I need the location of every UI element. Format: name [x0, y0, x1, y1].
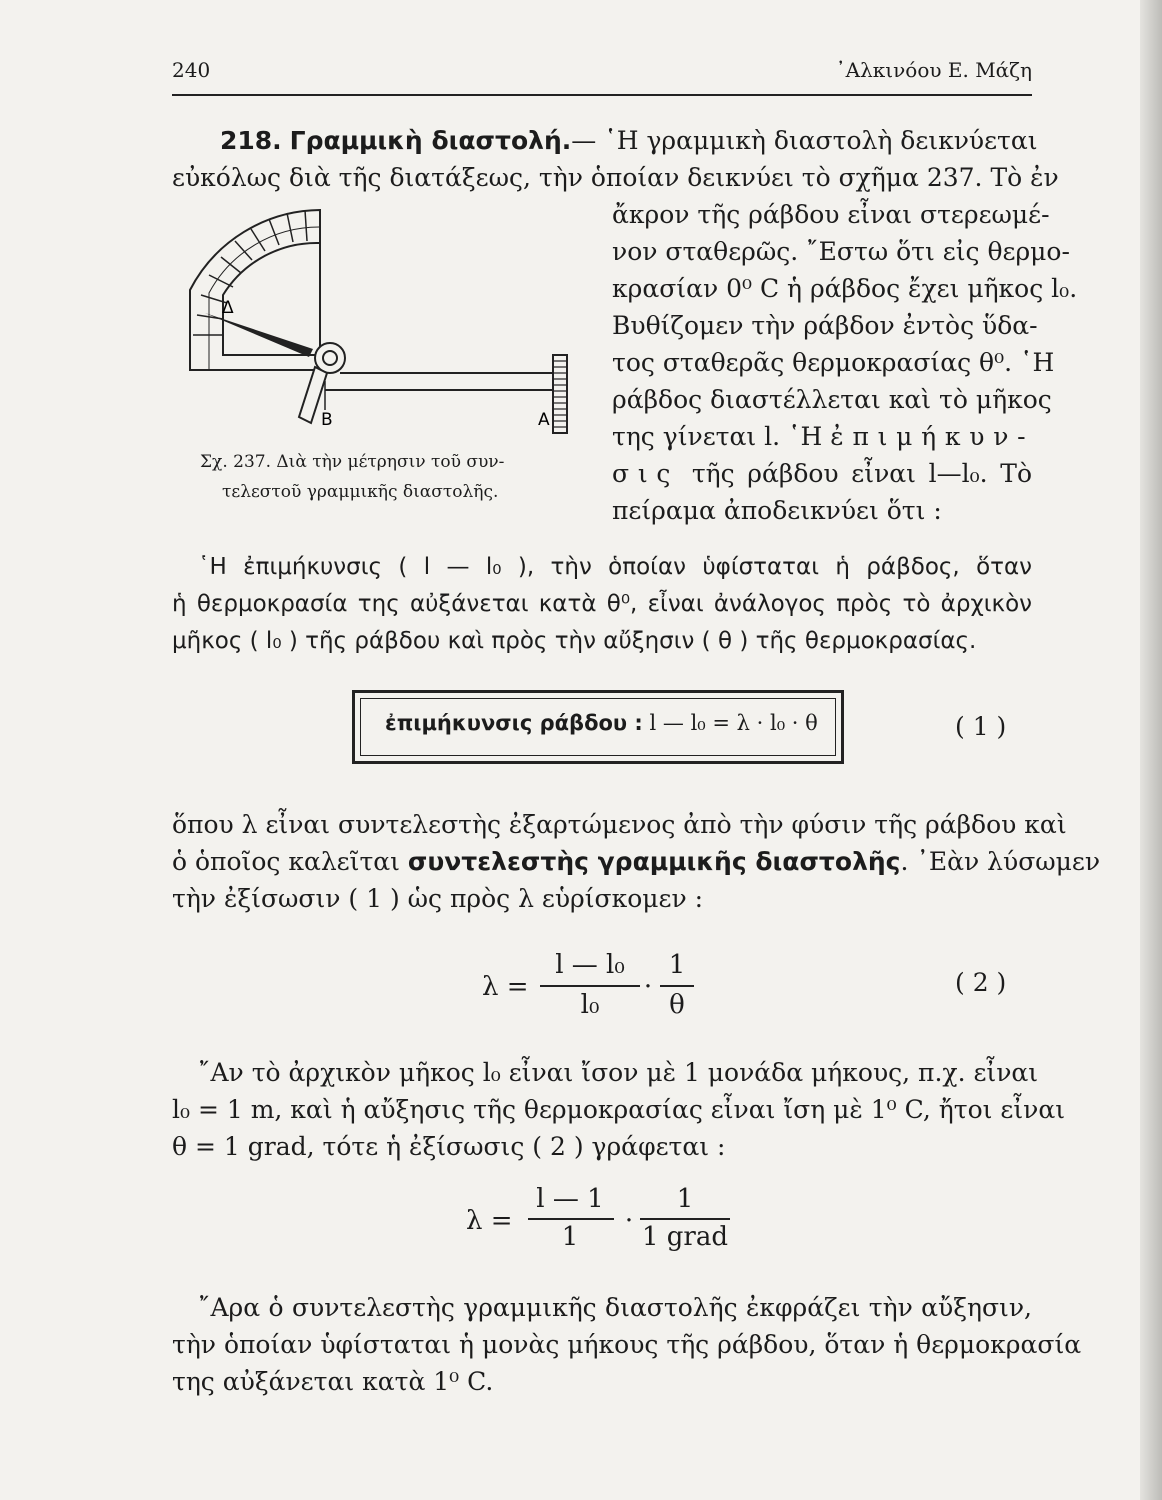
section-intro-text: ῾Η γραμμικὴ διαστολὴ δεικνύεται: [604, 126, 1038, 155]
equation-3-denominator-1: 1: [561, 1222, 579, 1252]
para3-line-3: θ = 1 grad, τότε ἡ ἐξίσωσις ( 2 ) γράφεται :: [172, 1132, 726, 1161]
para2-line-2: [172, 847, 1101, 877]
right-col-line-5: τος σταθερᾶς θερμοκρασίας θ⁰. ῾Η: [612, 348, 1055, 377]
right-col-line-8-text: τῆς ράβδου εἶναι l—l₀. Τὸ: [691, 459, 1032, 488]
right-col-line-8: [612, 459, 1032, 489]
label-b: Β: [321, 410, 333, 430]
equation-2-dot: ·: [643, 972, 653, 1002]
para4-line-1: ῎Αρα ὁ συντελεστὴς γραμμικῆς διαστολῆς ἐκφράζει τὴν αὔξησιν,: [198, 1293, 1032, 1322]
equation-3-numerator-2: 1: [676, 1184, 694, 1214]
header-rule: [172, 94, 1032, 96]
spaced-term-part-2: σις: [612, 459, 680, 488]
right-col-line-4: Βυθίζομεν τὴν ράβδον ἐντὸς ὕδα-: [612, 311, 1038, 340]
section-number: 218.: [220, 126, 282, 155]
running-header: [172, 58, 1032, 88]
right-col-line-2: νον σταθερῶς. ῎Εστω ὅτι εἰς θερμο-: [612, 237, 1070, 266]
right-col-line-7: [612, 422, 1035, 452]
section-title: Γραμμικὴ διαστολή.: [289, 126, 572, 155]
section-line-2: εὐκόλως διὰ τῆς διατάξεως, τὴν ὁποίαν δεικνύει τὸ σχῆμα 237. Τὸ ἐν: [172, 163, 1059, 192]
equation-2-denominator-1: l₀: [580, 990, 600, 1020]
para1-line-2: ἡ θερμοκρασία της αὐξάνεται κατὰ θ⁰, εἶναι ἀνάλογος πρὸς τὸ ἀρχικὸν: [172, 591, 1032, 617]
spaced-term-part-1: ἐπιμήκυν-: [830, 422, 1035, 451]
equation-3-dot: ·: [624, 1206, 634, 1236]
equation-1: [385, 711, 818, 735]
equation-3-denominator-2: 1 grad: [641, 1222, 729, 1252]
section-dash: —: [571, 126, 597, 155]
figure-caption-line-2: τελεστοῦ γραμμικῆς διαστολῆς.: [222, 482, 499, 502]
clamp-hatching: [553, 361, 567, 427]
para2-line-2-pre: ὁ ὁποῖος καλεῖται: [172, 847, 400, 876]
equation-1-formula: l — l₀ = λ · l₀ · θ: [649, 711, 818, 735]
equation-3-bar-2: [640, 1218, 730, 1220]
right-col-line-7-text: της γίνεται l.: [612, 422, 781, 451]
para4-line-3: της αὐξάνεται κατὰ 1⁰ C.: [172, 1367, 494, 1396]
page-edge: [1140, 0, 1162, 1500]
equation-2-numerator-2: 1: [668, 950, 686, 980]
section-heading-line: [220, 126, 1038, 156]
equation-1-number: ( 1 ): [955, 712, 1007, 741]
right-col-line-9: πείραμα ἀποδεικνύει ὅτι :: [612, 496, 942, 525]
para3-line-1: ῎Αν τὸ ἀρχικὸν μῆκος l₀ εἶναι ἴσον μὲ 1 μονάδα μήκους, π.χ. εἶναι: [198, 1058, 1039, 1087]
equation-2-denominator-2: θ: [669, 990, 685, 1020]
equation-2-bar-2: [660, 985, 694, 987]
equation-3-lhs: λ =: [466, 1206, 513, 1236]
equation-1-box: [352, 690, 844, 764]
figure-caption-line-1: Σχ. 237. Διὰ τὴν μέτρησιν τοῦ συν-: [200, 452, 505, 472]
equation-3-numerator-1: l — 1: [536, 1184, 604, 1214]
right-col-line-3: κρασίαν 0⁰ C ἡ ράβδος ἔχει μῆκος l₀.: [612, 274, 1078, 303]
para2-line-1: ὅπου λ εἶναι συντελεστὴς ἐξαρτώμενος ἀπὸ τὴν φύσιν τῆς ράβδου καὶ: [172, 810, 1067, 839]
equation-2-lhs: λ =: [482, 972, 529, 1002]
page-number: 240: [172, 58, 211, 82]
right-col-line-6: ράβδος διαστέλλεται καὶ τὸ μῆκος: [612, 385, 1052, 414]
equation-3-bar-1: [528, 1218, 614, 1220]
label-a: Α: [538, 410, 550, 430]
para1-line-1: ῾Η ἐπιμήκυνσις ( l — l₀ ), τὴν ὁποίαν ὑφίσταται ἡ ράβδος, ὅταν: [198, 554, 1032, 580]
equation-1-label: ἐπιμήκυνσις ράβδου :: [385, 711, 643, 735]
para2-line-3: τὴν ἐξίσωσιν ( 1 ) ὡς πρὸς λ εὑρίσκομεν :: [172, 884, 704, 913]
label-delta: Δ: [222, 298, 234, 318]
para3-line-2: l₀ = 1 m, καὶ ἡ αὔξησις τῆς θερμοκρασίας εἶναι ἴση μὲ 1⁰ C, ἤτοι εἶναι: [172, 1095, 1066, 1124]
para4-line-2: τὴν ὁποίαν ὑφίσταται ἡ μονὰς μήκους τῆς ράβδου, ὅταν ἡ θερμοκρασία: [172, 1330, 1082, 1359]
author-heading: ᾿Αλκινόου Ε. Μάζη: [835, 58, 1032, 82]
right-col-line-1: ἄκρον τῆς ράβδου εἶναι στερεωμέ-: [612, 200, 1050, 229]
term-linear-expansion-coefficient: συντελεστὴς γραμμικῆς διαστολῆς: [407, 847, 901, 876]
figure-237-apparatus: [175, 195, 595, 440]
para2-line-2-post: . ᾿Εὰν λύσωμεν: [900, 847, 1101, 876]
equation-2-bar-1: [540, 985, 640, 987]
equation-2-numerator-1: l — l₀: [555, 950, 625, 980]
right-col-line-7-tail: ῾Η: [788, 422, 823, 451]
equation-2-number: ( 2 ): [955, 968, 1007, 997]
para1-line-3: μῆκος ( l₀ ) τῆς ράβδου καὶ πρὸς τὴν αὔξησιν ( θ ) τῆς θερμοκρασίας.: [172, 628, 977, 654]
